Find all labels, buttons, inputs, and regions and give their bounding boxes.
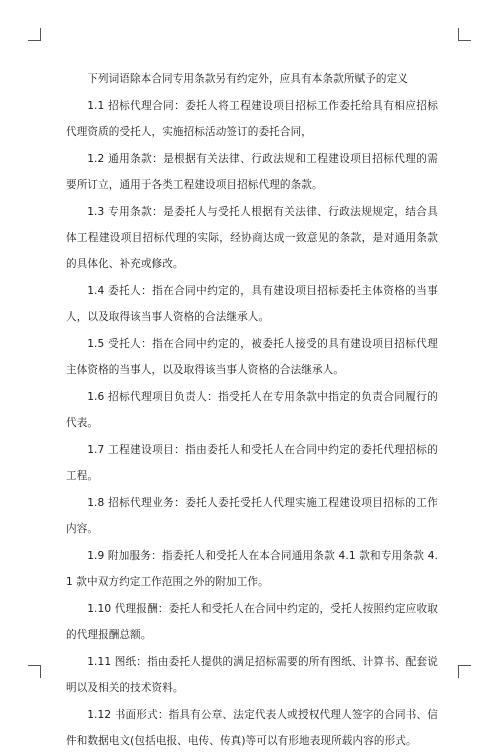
definition-1-2: 1.2 通用条款：是根据有关法律、行政法规和工程建设项目招标代理的需要所订立，通用于各类工程建设项目招标代理的条款。 xyxy=(66,153,438,191)
definition-1-9: 1.9 附加服务：指委托人和受托人在本合同通用条款 4.1 款和专用条款 4.1 款中双方约定工作范围之外的附加工作。 xyxy=(66,550,438,588)
definition-1-8: 1.8 招标代理业务：委托人委托受托人代理实施工程建设项目招标的工作内容。 xyxy=(66,497,438,535)
document-body xyxy=(66,66,438,754)
crop-mark-top-right xyxy=(458,28,471,41)
definition-1-7: 1.7 工程建设项目：指由委托人和受托人在合同中约定的委托代理招标的工程。 xyxy=(66,444,438,482)
definition-1-1: 1.1 招标代理合同：委托人将工程建设项目招标工作委托给具有相应招标代理资质的受托人，实施招标活动签订的委托合同， xyxy=(66,100,438,138)
definition-1-11: 1.11 图纸：指由委托人提供的满足招标需要的所有图纸、计算书、配套说明以及相关的技术资料。 xyxy=(66,656,438,694)
crop-mark-bottom-right xyxy=(458,665,471,678)
definition-1-6: 1.6 招标代理项目负责人：指受托人在专用条款中指定的负责合同履行的代表。 xyxy=(66,391,438,429)
definition-1-12: 1.12 书面形式：指具有公章、法定代表人或授权代理人签字的合同书、信件和数据电文(包括电报、电传、传真)等可以有形地表现所载内容的形式。 xyxy=(66,709,438,747)
definition-1-5: 1.5 受托人：指在合同中约定的，被委托人接受的具有建设项目招标代理主体资格的当事人，以及取得该当事人资格的合法继承人。 xyxy=(66,338,438,376)
definition-1-3: 1.3 专用条款：是委托人与受托人根据有关法律、行政法规规定，结合具体工程建设项目招标代理的实际，经协商达成一致意见的条款，是对通用条款的具体化、补充或修改。 xyxy=(66,206,438,270)
crop-mark-top-left xyxy=(28,28,41,41)
intro-paragraph: 下列词语除本合同专用条款另有约定外，应具有本条款所赋予的定义 xyxy=(87,73,408,85)
crop-mark-bottom-left xyxy=(28,665,41,678)
definition-1-4: 1.4 委托人：指在合同中约定的，具有建设项目招标委托主体资格的当事人，以及取得该当事人资格的合法继承人。 xyxy=(66,285,438,323)
definition-1-10: 1.10 代理报酬：委托人和受托人在合同中约定的，受托人按照约定应收取的代理报酬总额。 xyxy=(66,603,438,641)
